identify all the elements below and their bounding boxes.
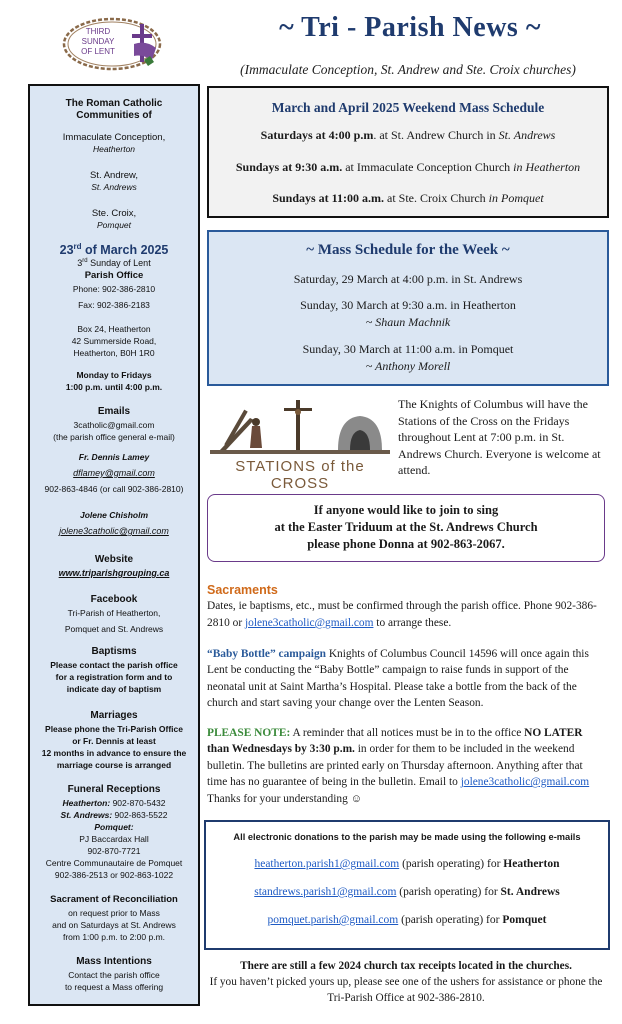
funeral-pomquet-line3: Centre Communautaire de Pomquet: [45, 858, 183, 868]
facebook-heading: Facebook: [90, 594, 138, 605]
donations-heading: All electronic donations to the parish may be made using the following e-mails: [233, 832, 581, 842]
emails-heading: Emails: [97, 406, 131, 417]
parish3-name: Ste. Croix,: [91, 208, 137, 219]
intentions-line1: Contact the parish office: [68, 970, 160, 980]
stations-caption: STATIONS of the CROSS: [235, 458, 365, 492]
address-line1: Box 24, Heatherton: [77, 324, 151, 334]
weekend-mass-schedule-box: [207, 86, 609, 218]
funeral-pomquet-line1: PJ Baccardax Hall: [79, 834, 149, 844]
sidebar: [28, 84, 200, 1006]
electronic-donations-box: [204, 820, 610, 950]
sidebar-heading-1: The Roman Catholic: [65, 98, 163, 109]
intentions-line2: to request a Mass offering: [64, 982, 164, 992]
marriages-line4: marriage course is arranged: [56, 760, 172, 770]
week-schedule-line2: Sunday, 30 March at 9:30 a.m. in Heatherton: [300, 298, 516, 312]
funeral-pomquet-line4: 902-386-2513 or 902-863-1022: [54, 870, 174, 880]
general-email[interactable]: 3catholic@gmail.com: [73, 420, 155, 430]
donation-row: heatherton.parish1@gmail.com (parish operating) for Heatherton: [254, 858, 560, 870]
reconciliation-line1: on request prior to Mass: [68, 908, 160, 918]
priest-name: Fr. Dennis Lamey: [78, 452, 150, 462]
sing-line2: at the Easter Triduum at the St. Andrews Church: [274, 520, 538, 534]
liturgical-sunday: 3rd Sunday of Lent: [77, 258, 151, 268]
stations-of-the-cross-image: [210, 398, 390, 492]
address-line3: Heatherton, B0H 1R0: [73, 348, 155, 358]
weekend-schedule-line3: Sundays at 11:00 a.m. at Ste. Croix Church in Pomquet: [272, 191, 544, 205]
funeral-standrews: St. Andrews: 902-863-5522: [60, 810, 168, 820]
logo-line2: SUNDAY: [81, 37, 115, 46]
address-line2: 42 Summerside Road,: [71, 336, 157, 346]
baptisms-line2: for a registration form and to: [55, 672, 173, 682]
week-schedule-line1: Saturday, 29 March at 4:00 p.m. in St. Andrews: [293, 272, 523, 286]
office-hours-time: 1:00 p.m. until 4:00 p.m.: [65, 382, 163, 392]
office-heading: Parish Office: [84, 270, 144, 281]
logo-line1: THIRD: [85, 27, 111, 36]
weekend-schedule-title: March and April 2025 Weekend Mass Schedule: [271, 100, 545, 115]
easter-triduum-singers-box: [207, 494, 605, 562]
funeral-heading: Funeral Receptions: [67, 784, 161, 795]
website-link[interactable]: www.triparishgrouping.ca: [58, 568, 170, 578]
stations-announcement: The Knights of Columbus will have the Stations of the Cross on the Fridays throughout Lent at 7:00 p.m. in St. Andrews Church. Everyone is welcome at attend.: [398, 397, 601, 477]
please-note-heading: PLEASE NOTE:: [207, 727, 291, 739]
page-title: ~ Tri - Parish News ~: [279, 12, 541, 43]
week-mass-schedule-box: [207, 230, 609, 386]
funeral-heatherton: Heatherton: 902-870-5432: [62, 798, 166, 808]
website-heading: Website: [94, 554, 134, 565]
baptisms-line3: indicate day of baptism: [66, 684, 162, 694]
sacraments-heading: Sacraments: [207, 583, 278, 597]
secretary-name: Jolene Chisholm: [79, 510, 148, 520]
office-hours-days: Monday to Fridays: [76, 370, 152, 380]
weekend-schedule-line1: Saturdays at 4:00 p.m. at St. Andrew Church in St. Andrews: [260, 128, 556, 142]
parish2-place: St. Andrews: [91, 182, 137, 192]
donation-email-link[interactable]: standrews.parish1@gmail.com: [254, 886, 397, 898]
week-schedule-line3-intention: ~ Anthony Morell: [365, 359, 451, 373]
tax-receipts-text: If you haven’t picked yours up, please see one of the ushers for assistance or phone the Tri-Parish Office at 902-386-2810.: [209, 976, 603, 1004]
page-subtitle: (Immaculate Conception, St. Andrew and Ste. Croix churches): [240, 62, 576, 77]
sing-line1: If anyone would like to join to sing: [313, 503, 499, 517]
office-fax: Fax: 902-386-2183: [78, 300, 150, 310]
office-phone: Phone: 902-386-2810: [72, 284, 156, 294]
stations-cross-illustration-icon: [210, 398, 390, 458]
logo-line3: OF LENT: [81, 47, 115, 56]
reconciliation-line3: from 1:00 p.m. to 2:00 p.m.: [62, 932, 166, 942]
tax-receipts-notice: [207, 958, 605, 1006]
parish1-name: Immaculate Conception,: [62, 132, 166, 143]
funeral-pomquet-label: Pomquet:: [94, 822, 134, 832]
parish2-name: St. Andrew,: [89, 170, 139, 181]
baby-bottle-section: [207, 646, 605, 712]
week-schedule-title: ~ Mass Schedule for the Week ~: [306, 242, 510, 258]
marriages-line1: Please phone the Tri-Parish Office: [45, 724, 183, 734]
bulletin-date: 23rd of March 2025: [59, 242, 169, 258]
facebook-line1: Tri-Parish of Heatherton,: [67, 608, 161, 618]
sing-line3: please phone Donna at 902-863-2067.: [307, 537, 505, 551]
marriages-line3: 12 months in advance to ensure the: [41, 748, 187, 758]
sacraments-text: Dates, ie baptisms, etc., must be confirmed through the parish office. Phone 902-386-2810 or jolene3catholic@gmail.com to arrange these.: [207, 600, 597, 629]
secretary-email-link[interactable]: jolene3catholic@gmail.com: [59, 526, 169, 536]
priest-email-link[interactable]: dflamey@gmail.com: [73, 468, 155, 478]
marriages-heading: Marriages: [90, 710, 138, 721]
priest-phone: 902-863-4846 (or call 902-386-2810): [44, 484, 184, 494]
sacraments-section: [207, 582, 605, 631]
general-email-note: (the parish office general e-mail): [53, 432, 175, 442]
sidebar-heading-2: Communities of: [76, 110, 152, 121]
tax-receipts-bold: There are still a few 2024 church tax receipts located in the churches.: [240, 960, 572, 972]
donation-email-link[interactable]: heatherton.parish1@gmail.com: [254, 858, 400, 870]
please-note-section: PLEASE NOTE: A reminder that all notices must be in to the office NO LATER than Wednesdays by 3:30 p.m. in order for them to be included in the weekend bulletin. The bulletins are printed early on Thursday afternoon. Anything after that time has no guarantee of being in the bulletin. Email to jolene3catholic@gmail.com Thanks for your understanding ☺: [207, 727, 590, 805]
facebook-line2: Pomquet and St. Andrews: [64, 624, 164, 634]
funeral-pomquet-line2: 902-870-7721: [87, 846, 141, 856]
reconciliation-heading: Sacrament of Reconciliation: [50, 894, 178, 905]
weekend-schedule-line2: Sundays at 9:30 a.m. at Immaculate Conception Church in Heatherton: [235, 160, 581, 174]
donation-email-link[interactable]: pomquet.parish@gmail.com: [267, 914, 399, 926]
baby-bottle-text: Knights of Columbus Council 14596 will once again this Lent be conducting the “Baby Bottle” campaign to raise funds in support of the neonatal unit at Saint Martha’s Hospital. Please take a bottle from the back of the church and start saving your change over the Lenten Season.: [207, 648, 589, 710]
please-note-email-link[interactable]: jolene3catholic@gmail.com: [460, 776, 590, 789]
third-sunday-lent-logo: [60, 14, 172, 74]
sacraments-email-link[interactable]: jolene3catholic@gmail.com: [244, 616, 374, 629]
donation-row: pomquet.parish@gmail.com (parish operating) for Pomquet: [267, 914, 547, 926]
baby-bottle-heading: “Baby Bottle” campaign: [207, 648, 326, 660]
parish3-place: Pomquet: [96, 220, 132, 230]
week-schedule-line2-intention: ~ Shaun Machnik: [365, 315, 451, 329]
week-schedule-line3: Sunday, 30 March at 11:00 a.m. in Pomquet: [302, 342, 514, 356]
marriages-line2: or Fr. Dennis at least: [72, 736, 156, 746]
intentions-heading: Mass Intentions: [76, 956, 152, 967]
reconciliation-line2: and on Saturdays at St. Andrews: [52, 920, 176, 930]
baptisms-line1: Please contact the parish office: [50, 660, 178, 670]
parish1-place: Heatherton: [92, 144, 136, 154]
baptisms-heading: Baptisms: [91, 646, 137, 657]
donation-row: standrews.parish1@gmail.com (parish operating) for St. Andrews: [254, 886, 560, 898]
